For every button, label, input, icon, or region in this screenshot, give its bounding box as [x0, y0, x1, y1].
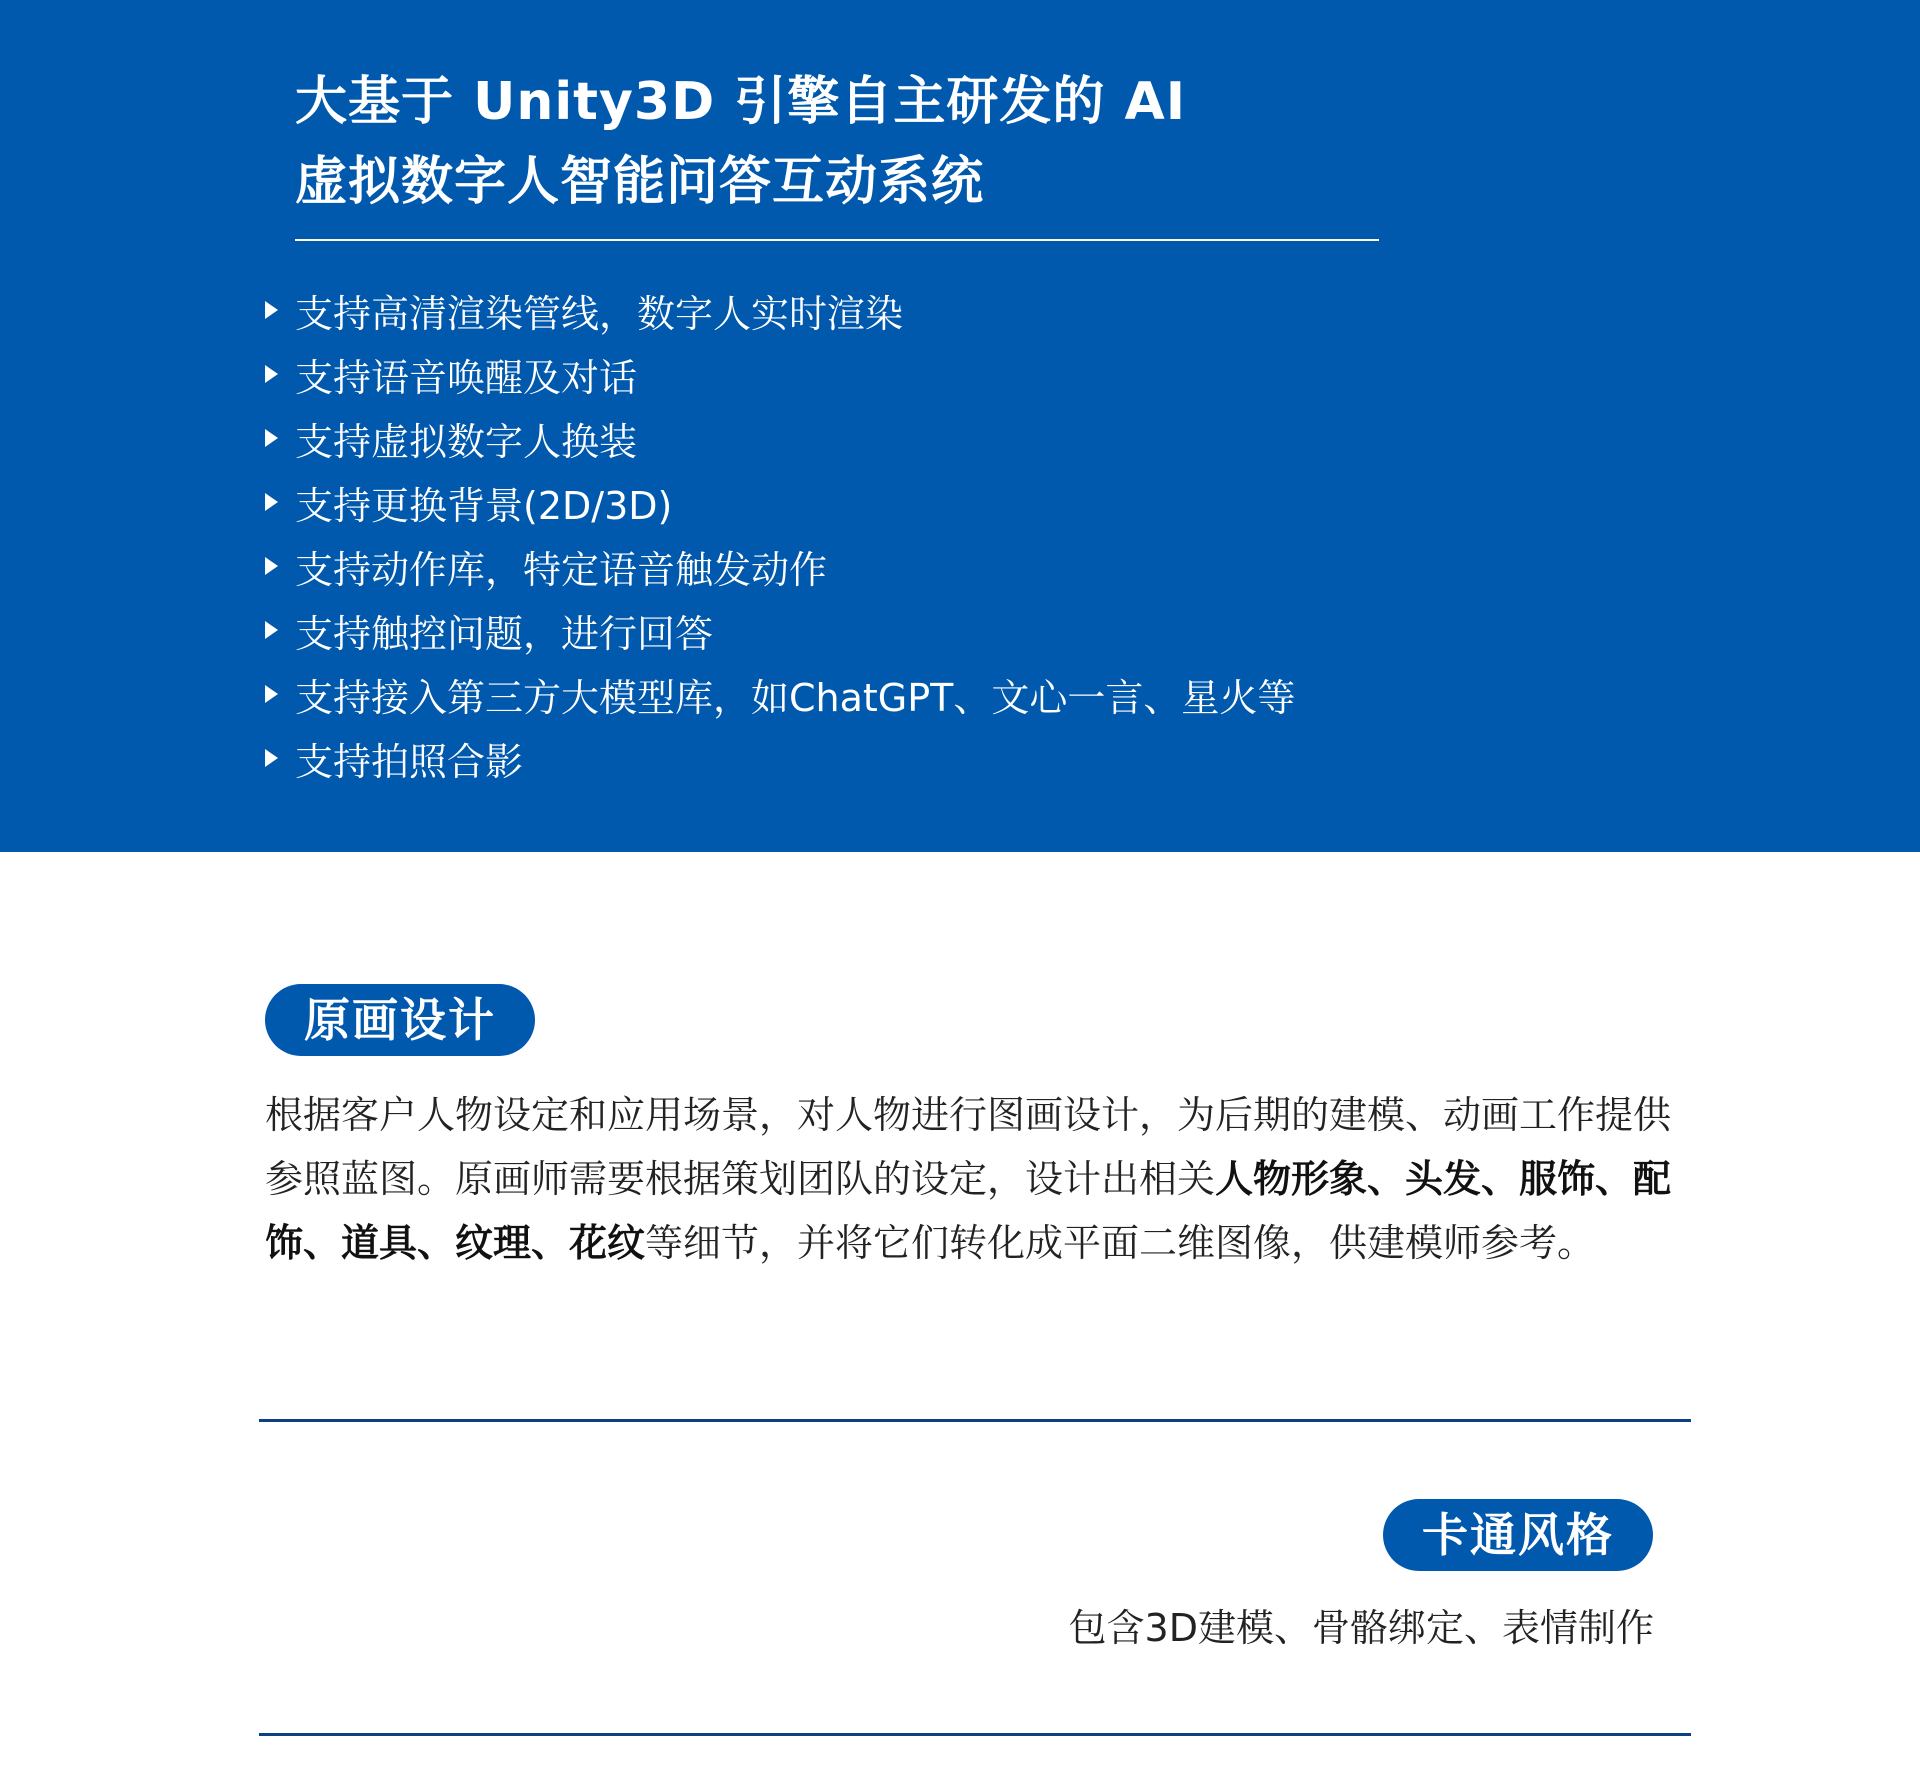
section-heading-cartoon-style: 卡通风格: [1383, 1499, 1653, 1571]
feature-text: 支持接入第三方大模型库，如ChatGPT、文心一言、星火等: [295, 675, 1296, 720]
section-divider: [259, 1419, 1691, 1422]
feature-text: 支持拍照合影: [295, 739, 524, 784]
feature-text: 支持更换背景(2D/3D): [295, 483, 673, 528]
feature-text: 支持语音唤醒及对话: [295, 355, 638, 400]
triangle-bullet-icon: [265, 621, 278, 639]
feature-item: [265, 662, 1295, 726]
hero-title-line1: 大基于 Unity3D 引擎自主研发的 AI: [295, 72, 1187, 132]
hero-banner: [0, 0, 1920, 852]
hero-title-line2: 虚拟数字人智能问答互动系统: [295, 152, 985, 212]
feature-item: [265, 470, 1295, 534]
feature-list: [265, 278, 1295, 790]
triangle-bullet-icon: [265, 301, 278, 319]
feature-text: 支持虚拟数字人换装: [295, 419, 638, 464]
hero-title: [295, 62, 1186, 222]
triangle-bullet-icon: [265, 685, 278, 703]
feature-item: [265, 278, 1295, 342]
triangle-bullet-icon: [265, 749, 278, 767]
feature-item: [265, 598, 1295, 662]
triangle-bullet-icon: [265, 429, 278, 447]
cartoon-style-description: 包含3D建模、骨骼绑定、表情制作: [1068, 1606, 1654, 1650]
feature-text: 支持动作库，特定语音触发动作: [295, 547, 828, 592]
feature-item: [265, 342, 1295, 406]
triangle-bullet-icon: [265, 493, 278, 511]
triangle-bullet-icon: [265, 365, 278, 383]
hero-divider: [295, 239, 1379, 241]
section-heading-original-design: 原画设计: [265, 984, 535, 1056]
original-design-description: [265, 1083, 1685, 1275]
section-divider-bottom: [259, 1733, 1691, 1736]
feature-item: [265, 534, 1295, 598]
description-highlight: 人物形象、头发、服饰、配饰、道具、纹理、花纹: [265, 1157, 1672, 1265]
feature-item: [265, 726, 1295, 790]
feature-text: 支持触控问题，进行回答: [295, 611, 714, 656]
description-text-part2: 等细节，并将它们转化成平面二维图像，供建模师参考。: [645, 1221, 1596, 1265]
triangle-bullet-icon: [265, 557, 278, 575]
description-text-part1: 根据客户人物设定和应用场景，对人物进行图画设计，为后期的建模、动画工作提供参照蓝图。原画师需要根据策划团队的设定，设计出相关: [265, 1093, 1672, 1201]
feature-text: 支持高清渲染管线，数字人实时渲染: [295, 291, 904, 336]
feature-item: [265, 406, 1295, 470]
